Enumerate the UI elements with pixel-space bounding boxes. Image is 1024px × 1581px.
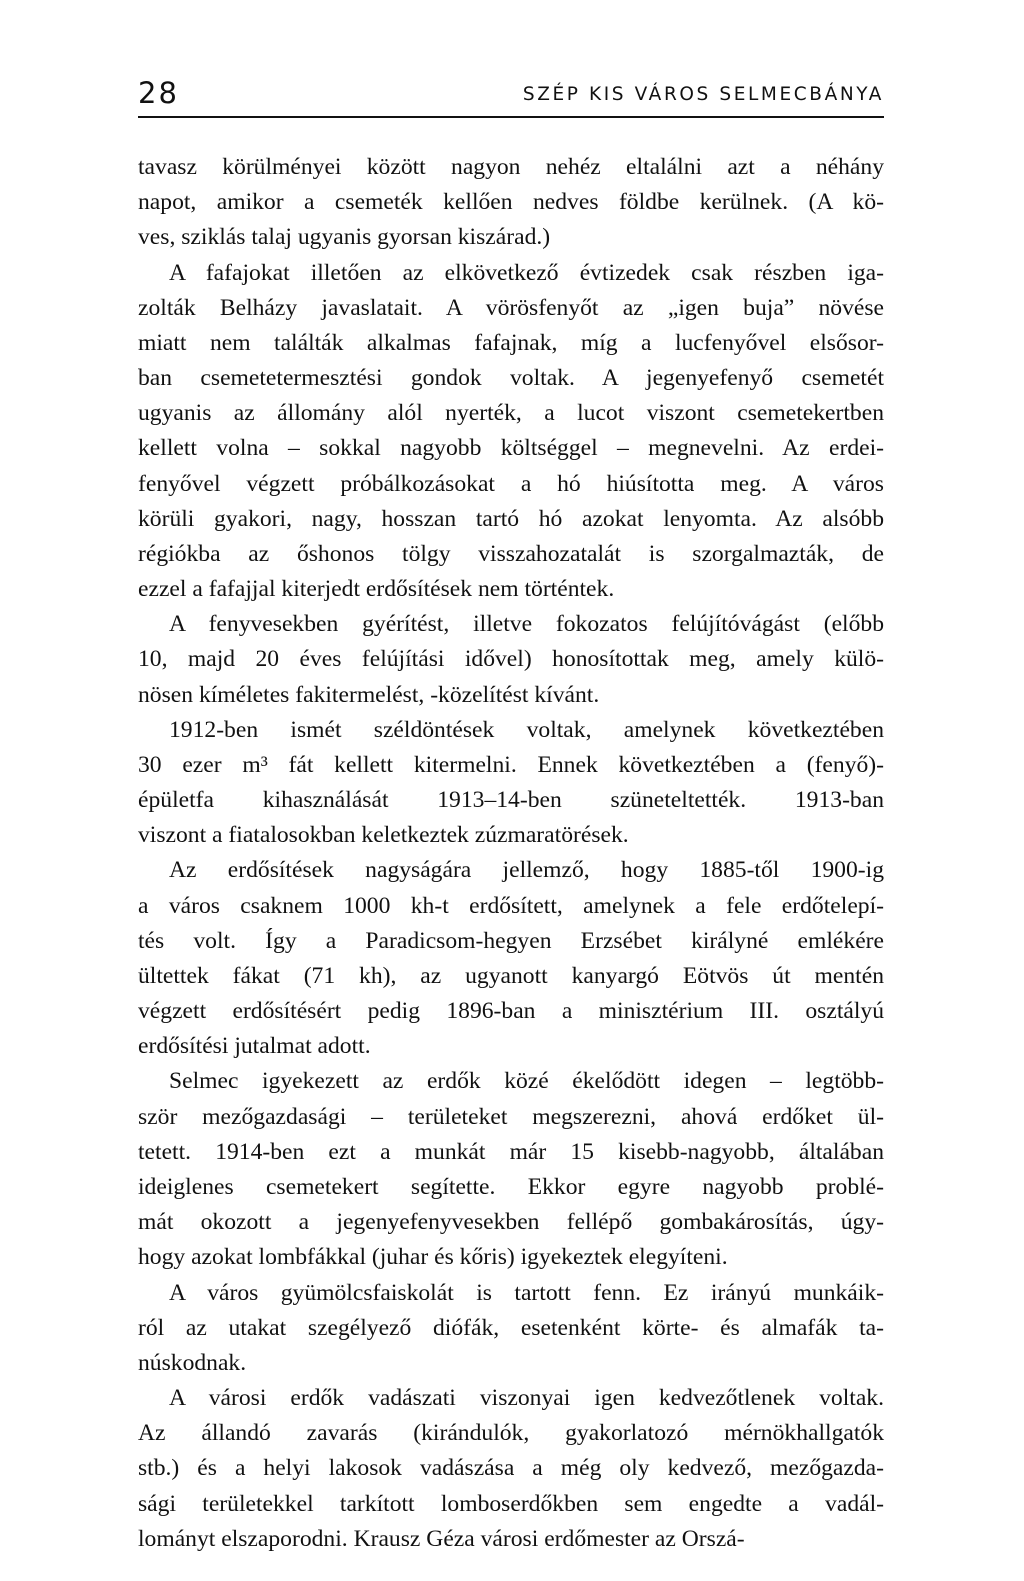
text-line: miatt nem találták alkalmas fafajnak, míg a lucfenyővel elsősor-	[138, 329, 884, 356]
text-line: tés volt. Így a Paradicsom-hegyen Erzsébet királyné emlékére	[138, 927, 884, 954]
text-line: ves, sziklás talaj ugyanis gyorsan kiszárad.)	[138, 224, 551, 251]
text-line: viszont a fiatalosokban keletkeztek zúzmaratörések.	[138, 822, 629, 849]
body-text	[138, 150, 884, 1557]
text-line: a város csaknem 1000 kh-t erdősített, amelynek a fele erdőtelepí-	[138, 892, 884, 919]
text-line: régiókba az őshonos tölgy visszahozatalát is szorgalmazták, de	[138, 540, 884, 567]
text-line: ugyanis az állomány alól nyerték, a lucot viszont csemetekertben	[138, 400, 884, 427]
text-line: nösen kíméletes fakitermelést, -közelítést kívánt.	[138, 681, 600, 708]
paragraph	[138, 853, 884, 1064]
text-line: fenyővel végzett próbálkozásokat a hó hiúsította meg. A város	[138, 470, 884, 497]
text-line: ban csemetetermesztési gondok voltak. A jegenyefenyő csemetét	[138, 365, 884, 392]
text-line: lományt elszaporodni. Krausz Géza városi erdőmester az Orszá-	[138, 1525, 745, 1552]
running-title: SZÉP KIS VÁROS SELMECBÁNYA	[522, 84, 884, 105]
text-line: A fenyvesekben gyérítést, illetve fokozatos felújítóvágást (előbb	[169, 611, 884, 638]
text-line: körüli gyakori, nagy, hosszan tartó hó azokat lenyomta. Az alsóbb	[138, 505, 884, 532]
paragraph	[138, 607, 884, 713]
text-line: núskodnak.	[138, 1349, 247, 1376]
text-line: 30 ezer m³ fát kellett kitermelni. Ennek következtében a (fenyő)-	[138, 751, 884, 778]
text-line: zolták Belházy javaslatait. A vörösfenyőt az „igen buja” növése	[138, 294, 884, 321]
text-line: A fafajokat illetően az elkövetkező évtizedek csak részben iga-	[169, 259, 884, 286]
text-line: ról az utakat szegélyező diófák, esetenként körte- és almafák ta-	[138, 1314, 884, 1341]
text-line: Selmec igyekezett az erdők közé ékelődött idegen – legtöbb-	[169, 1068, 884, 1095]
text-line: ször mezőgazdasági – területeket megszerezni, ahová erdőket ül-	[138, 1103, 884, 1130]
text-line: kellett volna – sokkal nagyobb költséggel – megnevelni. Az erdei-	[138, 435, 884, 462]
text-line: ültettek fákat (71 kh), az ugyanott kanyargó Eötvös út mentén	[138, 962, 884, 989]
page-number: 28	[138, 76, 179, 110]
text-line: A városi erdők vadászati viszonyai igen kedvezőtlenek voltak.	[169, 1385, 884, 1412]
paragraph	[138, 1381, 884, 1557]
text-line: stb.) és a helyi lakosok vadászása a még oly kedvező, mezőgazda-	[138, 1455, 884, 1482]
text-line: épületfa kihasználását 1913–14-ben szüneteltették. 1913-ban	[138, 787, 884, 814]
text-line: ideiglenes csemetekert segítette. Ekkor egyre nagyobb problé-	[138, 1173, 884, 1200]
page-header	[138, 76, 884, 116]
text-line: tetett. 1914-ben ezt a munkát már 15 kisebb-nagyobb, általában	[138, 1138, 884, 1165]
paragraph	[138, 713, 884, 854]
text-line: mát okozott a jegenyefenyvesekben fellépő gombakárosítás, úgy-	[138, 1209, 884, 1236]
text-line: Az állandó zavarás (kirándulók, gyakorlatozó mérnökhallgatók	[138, 1420, 884, 1447]
text-line: végzett erdősítésért pedig 1896-ban a minisztérium III. osztályú	[138, 998, 884, 1025]
text-line: 1912-ben ismét széldöntések voltak, amelynek következtében	[169, 716, 884, 743]
text-line: hogy azokat lombfákkal (juhar és kőris) igyekeztek elegyíteni.	[138, 1244, 728, 1271]
header-rule	[138, 116, 884, 118]
paragraph	[138, 150, 884, 256]
text-line: Az erdősítések nagyságára jellemző, hogy 1885-től 1900-ig	[169, 857, 884, 884]
text-line: 10, majd 20 éves felújítási idővel) honosítottak meg, amely külö-	[138, 646, 884, 673]
paragraph	[138, 1276, 884, 1382]
text-line: tavasz körülményei között nagyon nehéz eltalálni azt a néhány	[138, 154, 884, 180]
text-line: A város gyümölcsfaiskolát is tartott fenn. Ez irányú munkáik-	[169, 1279, 884, 1306]
text-line: sági területekkel tarkított lomboserdőkben sem engedte a vadál-	[138, 1490, 884, 1517]
text-line: erdősítési jutalmat adott.	[138, 1033, 371, 1060]
text-line: ezzel a fafajjal kiterjedt erdősítések nem történtek.	[138, 576, 615, 603]
paragraph	[138, 256, 884, 608]
text-line: napot, amikor a csemeték kellően nedves földbe kerülnek. (A kö-	[138, 189, 884, 216]
paragraph	[138, 1064, 884, 1275]
